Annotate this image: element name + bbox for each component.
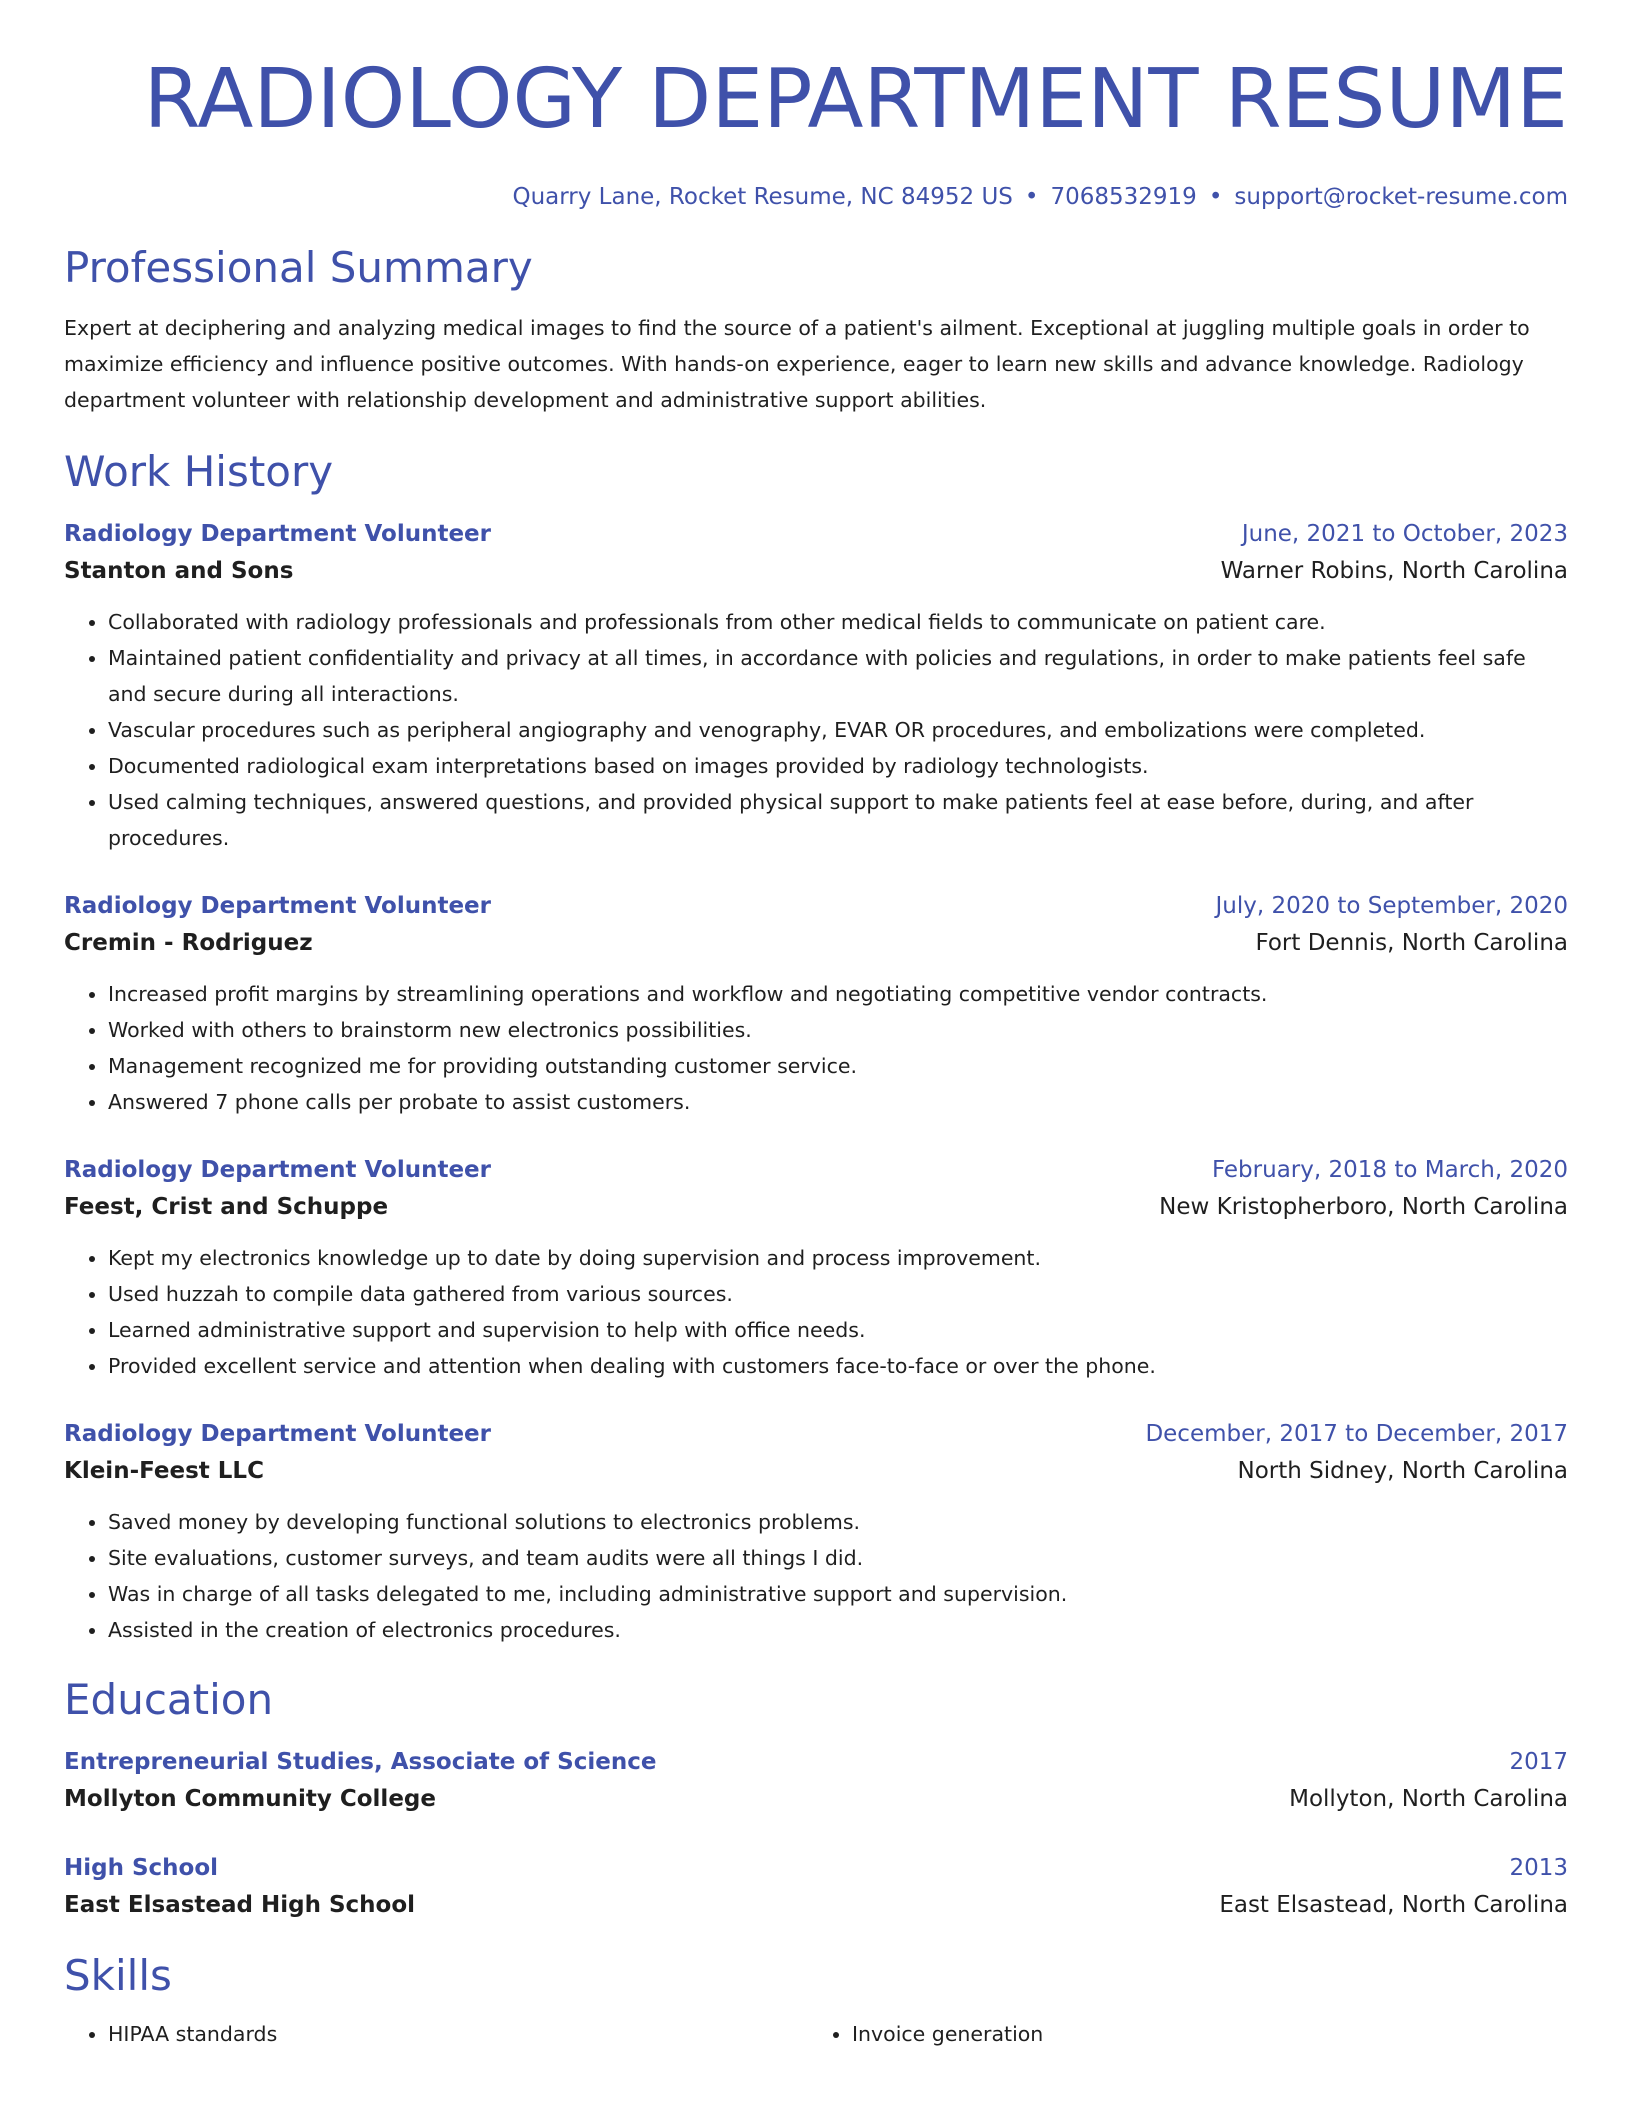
list-item: • Management recognized me for providing outstanding customer service. [108, 1048, 1568, 1084]
job-location: New Kristopherboro, North Carolina [1159, 1194, 1568, 1220]
list-item: • Saved money by developing functional solutions to electronics problems. [108, 1504, 1568, 1540]
job-location: Fort Dennis, North Carolina [1255, 930, 1568, 956]
list-item: • Assisted in the creation of electronics procedures. [108, 1612, 1568, 1648]
list-item: • Increased profit margins by streamlining operations and workflow and negotiating competitive vendor contracts. [108, 976, 1568, 1012]
work-entry [64, 888, 1568, 1120]
skills-list [64, 2016, 1568, 2052]
list-item: • Answered 7 phone calls per probate to assist customers. [108, 1084, 1568, 1120]
resume-page [64, 0, 1568, 2052]
list-item: • Site evaluations, customer surveys, and team audits were all things I did. [108, 1540, 1568, 1576]
job-role: Radiology Department Volunteer [64, 521, 491, 547]
contact-line [64, 182, 1568, 212]
job-company: Stanton and Sons [64, 558, 294, 584]
job-dates: July, 2020 to September, 2020 [1215, 893, 1568, 919]
job-company: Klein-Feest LLC [64, 1458, 264, 1484]
job-company: Cremin - Rodriguez [64, 930, 313, 956]
contact-separator: • [1024, 184, 1039, 210]
job-company: Feest, Crist and Schuppe [64, 1194, 389, 1220]
education-school: East Elsastead High School [64, 1892, 416, 1918]
contact-separator: • [1208, 184, 1223, 210]
list-item: • Used calming techniques, answered questions, and provided physical support to make patients feel at ease before, during, and after procedures. [108, 784, 1568, 856]
job-bullets [64, 976, 1568, 1120]
job-bullets [64, 604, 1568, 856]
job-bullets [64, 1504, 1568, 1648]
section-title-work-history: Work History [64, 447, 334, 496]
list-item: • Was in charge of all tasks delegated to me, including administrative support and supervision. [108, 1576, 1568, 1612]
list-item: • Learned administrative support and supervision to help with office needs. [108, 1312, 1568, 1348]
education-location: East Elsastead, North Carolina [1219, 1892, 1568, 1918]
list-item: • Kept my electronics knowledge up to date by doing supervision and process improvement. [108, 1240, 1568, 1276]
summary-text: Expert at deciphering and analyzing medical images to find the source of a patient's ailment. Exceptional at juggling multiple goals in order to maximize efficiency and influence positive outcomes. With hands-on experience, eager to learn new skills and advance knowledge. Radiology department volunteer with relationship development and administrative support abilities. [64, 316, 1530, 412]
list-item: • Worked with others to brainstorm new electronics possibilities. [108, 1012, 1568, 1048]
job-dates: December, 2017 to December, 2017 [1145, 1421, 1568, 1447]
list-item: • Collaborated with radiology professionals and professionals from other medical fields to communicate on patient care. [108, 604, 1568, 640]
work-entry [64, 516, 1568, 856]
job-location: North Sidney, North Carolina [1237, 1458, 1568, 1484]
skill-item: • HIPAA standards [108, 2016, 808, 2052]
education-degree: Entrepreneurial Studies, Associate of Science [64, 1749, 657, 1775]
contact-phone: 7068532919 [1050, 184, 1197, 210]
education-degree: High School [64, 1855, 219, 1881]
education-location: Mollyton, North Carolina [1289, 1786, 1568, 1812]
skills-column-left [64, 2016, 808, 2052]
job-dates: February, 2018 to March, 2020 [1211, 1157, 1568, 1183]
list-item: • Used huzzah to compile data gathered from various sources. [108, 1276, 1568, 1312]
job-dates: June, 2021 to October, 2023 [1241, 521, 1568, 547]
education-year: 2013 [1509, 1855, 1568, 1881]
list-item: • Provided excellent service and attention when dealing with customers face-to-face or over the phone. [108, 1348, 1568, 1384]
job-role: Radiology Department Volunteer [64, 1421, 491, 1447]
job-bullets [64, 1240, 1568, 1384]
job-location: Warner Robins, North Carolina [1220, 558, 1568, 584]
skills-column-right [808, 2016, 1552, 2052]
education-entry [64, 1850, 1568, 1924]
job-role: Radiology Department Volunteer [64, 1157, 491, 1183]
section-title-summary: Professional Summary [64, 243, 533, 292]
work-entry [64, 1152, 1568, 1384]
list-item: • Maintained patient confidentiality and privacy at all times, in accordance with policies and regulations, in order to make patients feel safe and secure during all interactions. [108, 640, 1568, 712]
education-entry [64, 1744, 1568, 1818]
job-role: Radiology Department Volunteer [64, 893, 491, 919]
list-item: • Vascular procedures such as peripheral angiography and venography, EVAR OR procedures, and embolizations were completed. [108, 712, 1568, 748]
skill-item: • Invoice generation [852, 2016, 1552, 2052]
education-school: Mollyton Community College [64, 1786, 436, 1812]
section-title-skills: Skills [64, 1951, 172, 2000]
contact-email[interactable]: support@rocket-resume.com [1234, 184, 1568, 210]
work-entry [64, 1416, 1568, 1648]
section-title-education: Education [64, 1675, 274, 1724]
contact-address: Quarry Lane, Rocket Resume, NC 84952 US [512, 184, 1013, 210]
education-year: 2017 [1509, 1749, 1568, 1775]
list-item: • Documented radiological exam interpretations based on images provided by radiology technologists. [108, 748, 1568, 784]
resume-title: RADIOLOGY DEPARTMENT RESUME [143, 52, 1568, 147]
